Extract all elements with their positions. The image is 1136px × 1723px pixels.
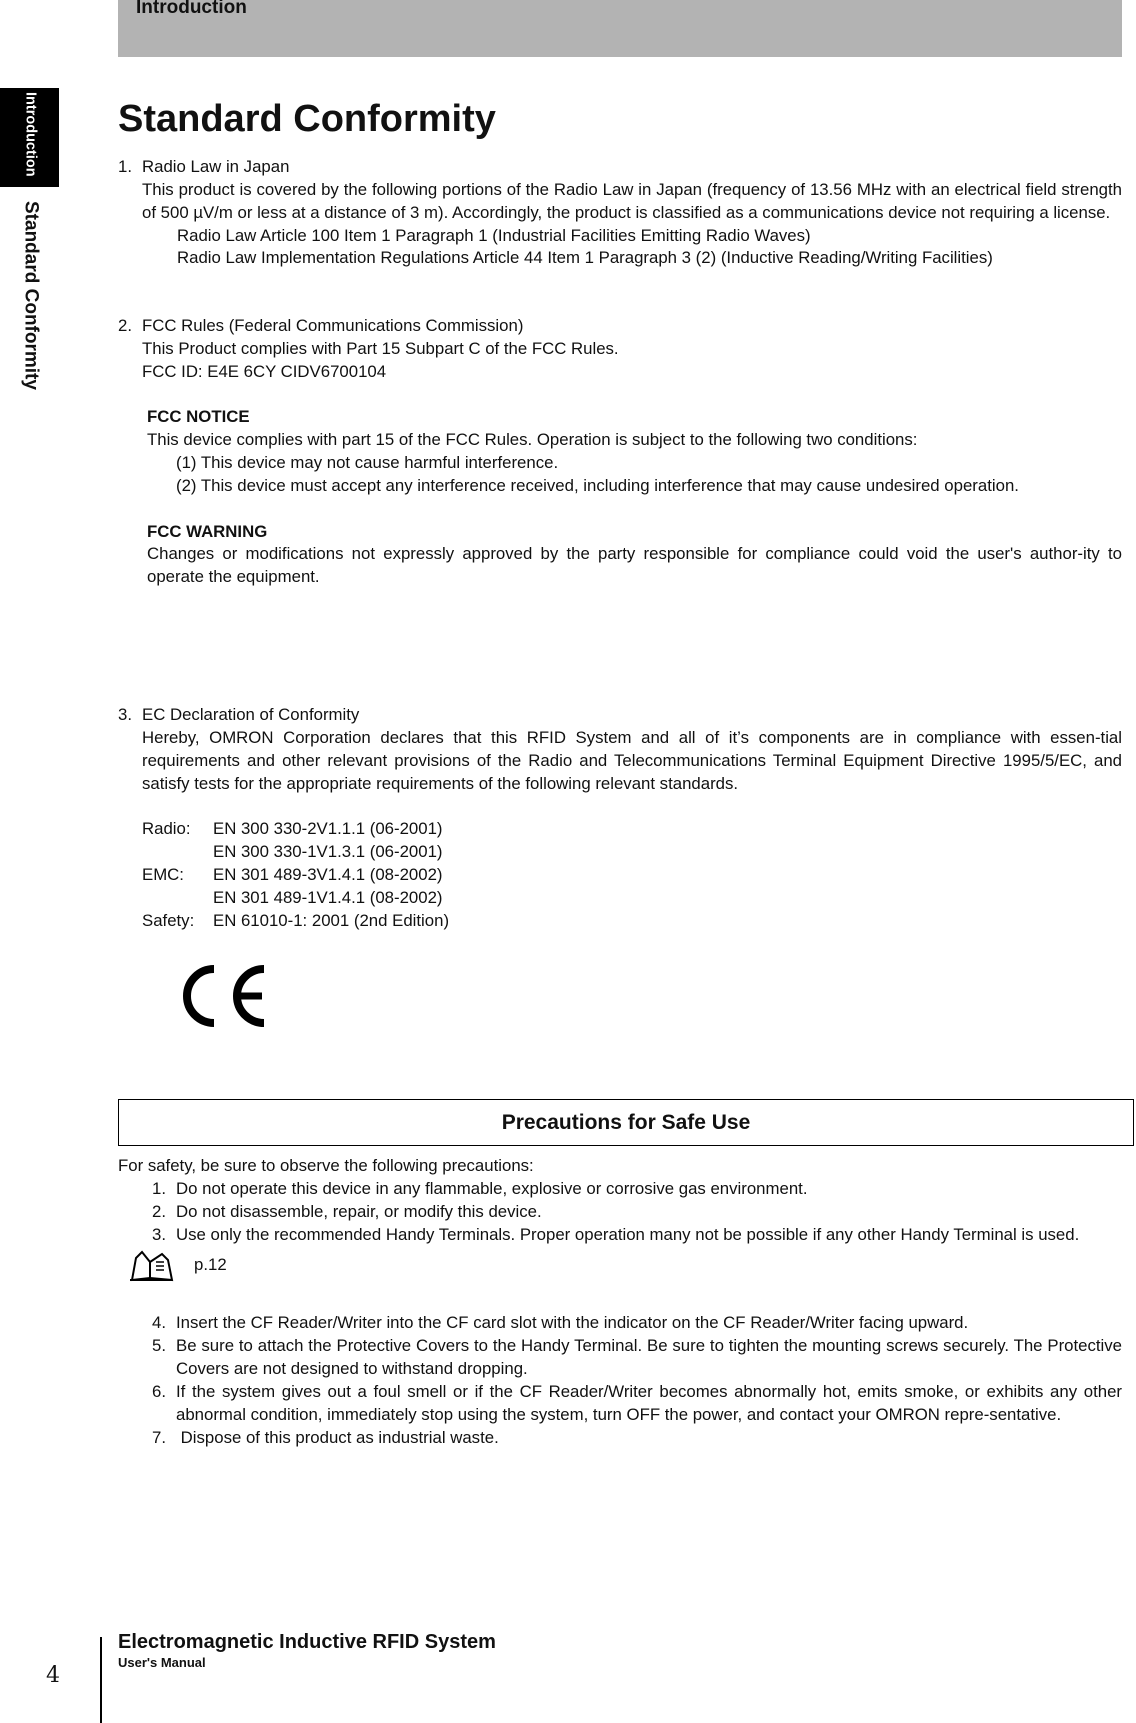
chapter-tab[interactable] xyxy=(0,88,59,187)
item-number: 6. xyxy=(152,1381,166,1401)
page-reference-label[interactable]: p.12 xyxy=(194,1254,227,1274)
section-heading: FCC Rules (Federal Communications Commission) xyxy=(142,316,524,335)
list-item xyxy=(118,1201,1122,1224)
chapter-tab-label: Introduction xyxy=(22,92,39,177)
item-number: 5. xyxy=(152,1336,166,1356)
item-text: Do not disassemble, repair, or modify this device. xyxy=(176,1201,542,1221)
page-title: Standard Conformity xyxy=(118,98,496,140)
standard-value: EN 300 330-2V1.1.1 (06-2001) xyxy=(213,819,443,839)
footer-subtitle: User's Manual xyxy=(118,1655,206,1670)
fcc-warning-body: Changes or modifications not expressly approved by the party responsible for compliance could void the user's author-ity to operate the equipment. xyxy=(147,544,1122,587)
list-item xyxy=(118,1178,1122,1201)
standard-row xyxy=(142,864,1122,887)
section-heading: EC Declaration of Conformity xyxy=(142,705,360,724)
standard-type xyxy=(142,887,213,910)
standard-row xyxy=(142,841,1122,864)
item-text: Do not operate this device in any flammable, explosive or corrosive gas environment. xyxy=(176,1178,808,1198)
precautions-list xyxy=(118,1155,1122,1449)
footer-title: Electromagnetic Inductive RFID System xyxy=(118,1631,496,1653)
fcc-condition: (2) This device must accept any interference received, including interference that may cause undesired operation. xyxy=(176,475,1019,495)
manual-book-icon xyxy=(128,1248,174,1282)
standard-type: Radio: xyxy=(142,819,191,839)
item-number: 7. xyxy=(152,1427,166,1447)
section-number: 3. xyxy=(118,705,132,724)
section-heading: Radio Law in Japan xyxy=(142,157,290,176)
fcc-warning-title: FCC WARNING xyxy=(147,521,268,541)
section-radio-law xyxy=(118,156,1122,270)
standard-row xyxy=(142,887,1122,910)
item-number: 3. xyxy=(152,1224,166,1244)
standard-type xyxy=(142,841,213,864)
section-body: This product is covered by the following portions of the Radio Law in Japan (frequency of 13.56 MHz with an electrical field strength of 500 µV/m or less at a distance of 3 m). Accordingly, the product is classified as a communications device not requiring a license. xyxy=(142,179,1122,222)
standard-row xyxy=(142,818,1122,841)
precautions-intro: For safety, be sure to observe the following precautions: xyxy=(118,1156,534,1175)
item-number: 1. xyxy=(152,1178,166,1198)
fcc-notice-title: FCC NOTICE xyxy=(147,407,250,427)
list-item xyxy=(118,1335,1122,1381)
item-text: If the system gives out a foul smell or if the CF Reader/Writer becomes abnormally hot, emits smoke, or exhibits any other abnormal condition, immediately stop using the system, turn OFF the power, and contact your OMRON repre-sentative. xyxy=(176,1381,1122,1424)
standard-value: EN 301 489-1V1.4.1 (08-2002) xyxy=(213,887,443,907)
standard-row xyxy=(142,910,1122,933)
section-fcc xyxy=(118,315,1122,589)
standards-list xyxy=(118,818,1122,932)
item-text: Insert the CF Reader/Writer into the CF card slot with the indicator on the CF Reader/Writer facing upward. xyxy=(176,1313,969,1333)
fcc-notice xyxy=(118,406,1122,497)
list-item xyxy=(118,1224,1122,1247)
standard-value: EN 61010-1: 2001 (2nd Edition) xyxy=(213,910,450,930)
section-number: 1. xyxy=(118,157,132,176)
fcc-id: FCC ID: E4E 6CY CIDV6700104 xyxy=(142,361,387,381)
fcc-condition: (1) This device may not cause harmful interference. xyxy=(176,453,559,473)
item-text: Dispose of this product as industrial waste. xyxy=(176,1427,499,1447)
list-item xyxy=(118,1381,1122,1427)
standard-type: EMC: xyxy=(142,864,184,884)
side-section-label: Standard Conformity xyxy=(20,201,42,390)
reference: Radio Law Article 100 Item 1 Paragraph 1 (Industrial Facilities Emitting Radio Waves) xyxy=(177,225,811,245)
list-item xyxy=(118,1427,1122,1450)
standard-type: Safety: xyxy=(142,910,195,930)
section-number: 2. xyxy=(118,316,132,335)
section-body: Hereby, OMRON Corporation declares that this RFID System and all of it’s components are in compliance with essen-tial requirements and other relevant provisions of the Radio and Telecommunications Terminal Equipment Directive 1995/5/EC, and satisfy tests for the appropriate requirements of the following relevant standards. xyxy=(142,727,1122,793)
fcc-notice-body: This device complies with part 15 of the FCC Rules. Operation is subject to the following two conditions: xyxy=(147,430,918,450)
fcc-warning xyxy=(118,521,1122,590)
header-bar xyxy=(118,0,1122,57)
item-number: 2. xyxy=(152,1201,166,1221)
standard-value: EN 300 330-1V1.3.1 (06-2001) xyxy=(213,842,443,862)
item-text: Use only the recommended Handy Terminals. Proper operation many not be possible if any other Handy Terminal is used. xyxy=(176,1224,1080,1244)
standard-value: EN 301 489-3V1.4.1 (08-2002) xyxy=(213,864,443,884)
page-reference[interactable] xyxy=(128,1248,1122,1282)
page-number: 4 xyxy=(46,1663,60,1688)
footer-divider xyxy=(100,1637,102,1723)
header-section: Introduction xyxy=(136,0,247,18)
fcc-line: This Product complies with Part 15 Subpart C of the FCC Rules. xyxy=(142,338,619,358)
reference: Radio Law Implementation Regulations Article 44 Item 1 Paragraph 3 (2) (Inductive Reading/Writing Facilities) xyxy=(177,248,993,268)
list-item xyxy=(118,1312,1122,1335)
item-number: 4. xyxy=(152,1313,166,1333)
precautions-heading: Precautions for Safe Use xyxy=(118,1099,1134,1146)
section-ec-declaration xyxy=(118,704,1122,932)
ce-mark-icon xyxy=(176,961,270,1038)
item-text: Be sure to attach the Protective Covers to the Handy Terminal. Be sure to tighten the mounting screws securely. The Protective Covers are not designed to withstand dropping. xyxy=(176,1336,1122,1379)
